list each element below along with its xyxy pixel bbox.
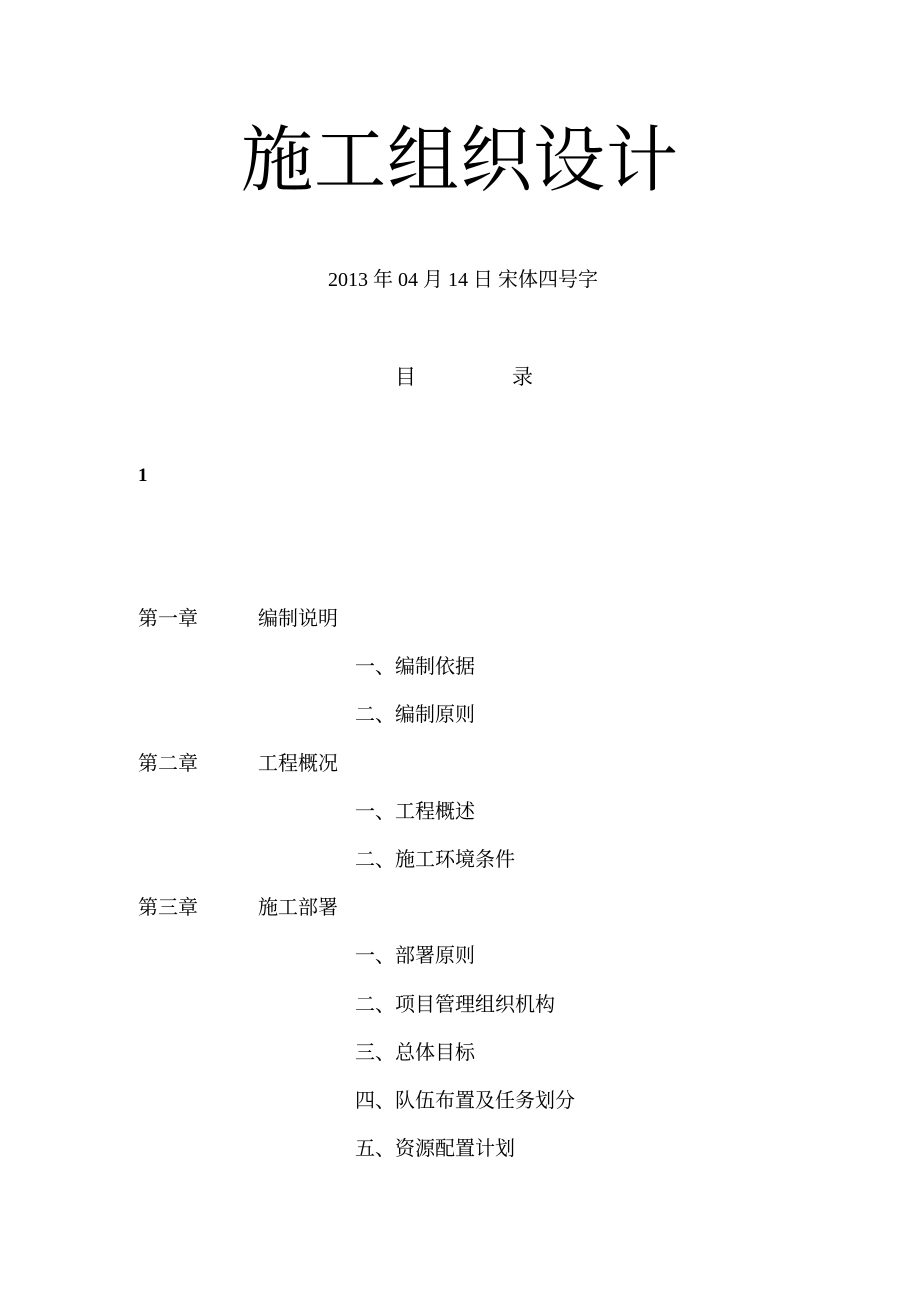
toc-section-row [0,990,920,1038]
toc-section-row [0,1134,920,1182]
toc-chapter-row [0,749,920,797]
section-number: 1 [138,465,148,486]
toc-chapter-number: 第一章 [138,606,198,630]
toc-section-row [0,700,920,748]
toc-chapter-row [0,604,920,652]
toc-section-item: 一、部署原则 [355,943,475,968]
toc-section-item: 一、编制依据 [355,654,475,679]
toc-chapter-number: 第三章 [138,895,198,920]
toc-section-item: 一、工程概述 [355,798,475,823]
toc-section-item: 二、编制原则 [355,702,475,727]
toc-section-item: 二、项目管理组织机构 [355,991,555,1016]
toc-chapter-row [0,893,920,941]
toc-chapter-number: 第二章 [138,750,198,775]
toc-section-row [0,845,920,893]
toc-section-row [0,1038,920,1086]
toc-section-row [0,652,920,700]
toc-chapter-title: 工程概况 [258,750,338,775]
document-title: 施工组织设计 [240,118,679,202]
toc-section-row [0,1086,920,1134]
document-date: 2013 年 04 月 14 日 宋体四号字 [328,269,598,291]
toc-section-item: 二、施工环境条件 [355,846,515,871]
toc-section-row [0,941,920,989]
toc-section-item: 三、总体目标 [355,1039,475,1064]
toc-heading-right: 录 [512,365,533,389]
toc-chapter-title: 编制说明 [258,606,338,630]
toc-section-row [0,797,920,845]
table-of-contents [0,604,920,1182]
toc-chapter-title: 施工部署 [258,895,338,920]
toc-section-item: 五、资源配置计划 [355,1136,515,1161]
toc-heading-left: 目 [395,365,416,389]
toc-section-item: 四、队伍布置及任务划分 [355,1087,575,1112]
